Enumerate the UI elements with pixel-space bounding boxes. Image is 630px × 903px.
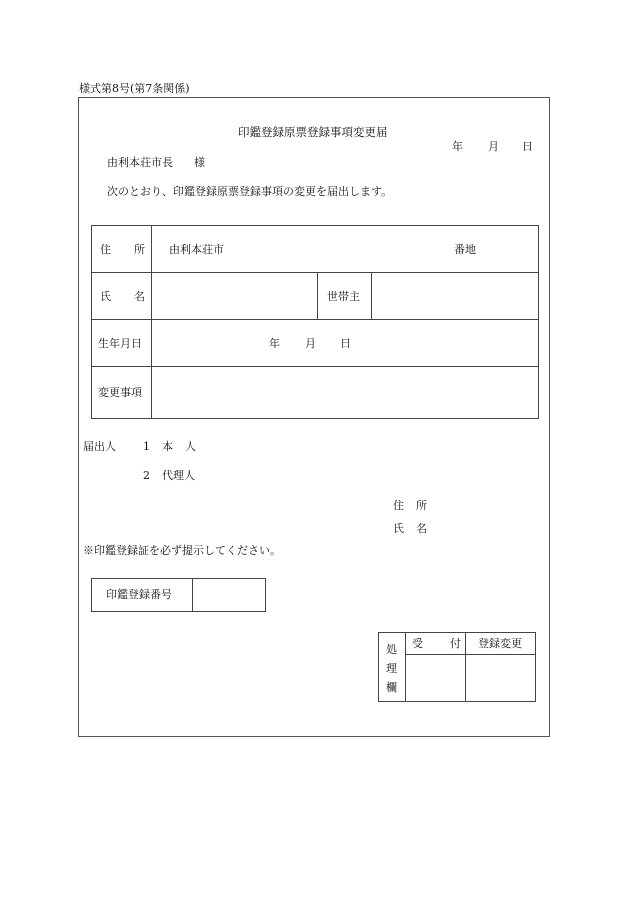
form-id: 様式第8号(第7条関係) xyxy=(79,82,190,95)
changes-label-text: 変更事項 xyxy=(98,386,142,399)
name-row xyxy=(92,273,539,320)
name-label xyxy=(92,273,152,320)
processing-label-3: 欄 xyxy=(386,680,397,694)
receipt-header xyxy=(406,633,466,655)
household-head-label xyxy=(318,273,372,320)
addressee-name: 由利本荘市長 xyxy=(107,156,173,169)
changes-row xyxy=(92,367,539,419)
changes-field[interactable] xyxy=(152,367,539,419)
processing-table xyxy=(378,632,536,702)
date-month: 月 xyxy=(488,140,499,153)
notifier-label: 届出人 xyxy=(83,440,116,453)
changes-label xyxy=(92,367,152,419)
applicant-table xyxy=(91,225,539,419)
registration-change-field[interactable] xyxy=(466,655,536,702)
processing-label-1: 処 xyxy=(386,642,397,656)
name-label-2: 名 xyxy=(134,290,145,303)
address-label xyxy=(92,226,152,273)
notifier-address-label-1: 住 xyxy=(393,499,404,512)
household-head-text: 世帯主 xyxy=(327,290,360,303)
registration-number-text: 印鑑登録番号 xyxy=(106,588,172,601)
birth-field[interactable] xyxy=(152,320,539,367)
processing-column-label xyxy=(379,633,406,702)
registration-change-text: 登録変更 xyxy=(478,637,522,650)
name-field[interactable] xyxy=(152,273,318,320)
notifier-name-label-2: 名 xyxy=(416,522,427,535)
receipt-header-1: 受 xyxy=(412,637,423,650)
address-suffix: 番地 xyxy=(454,243,476,256)
notice-text: ※印鑑登録証を必ず提示してください。 xyxy=(83,544,281,557)
registration-number-table xyxy=(91,578,266,612)
form-title: 印鑑登録原票登録事項変更届 xyxy=(238,125,388,139)
registration-change-header xyxy=(466,633,536,655)
receipt-header-2: 付 xyxy=(450,637,461,650)
receipt-field[interactable] xyxy=(406,655,466,702)
birth-year: 年 xyxy=(269,337,280,350)
notifier-option-2-num: 2 xyxy=(143,469,150,482)
birth-label-text: 生年月日 xyxy=(98,337,142,350)
notifier-option-1-a: 本 xyxy=(162,440,173,453)
date-year: 年 xyxy=(452,140,463,153)
notifier-option-1-b: 人 xyxy=(185,440,196,453)
name-label-1: 氏 xyxy=(100,290,111,303)
birth-row xyxy=(92,320,539,367)
date-day: 日 xyxy=(522,140,533,153)
household-head-field[interactable] xyxy=(372,273,539,320)
address-label-2: 所 xyxy=(134,243,145,256)
address-row xyxy=(92,226,539,273)
registration-number-label xyxy=(92,579,193,612)
notifier-name-label-1: 氏 xyxy=(393,522,404,535)
processing-label-2: 理 xyxy=(386,661,397,675)
registration-number-field[interactable] xyxy=(193,579,266,612)
intro-text: 次のとおり、印鑑登録原票登録事項の変更を届出します。 xyxy=(107,185,393,198)
addressee-honorific: 様 xyxy=(194,156,205,169)
address-label-1: 住 xyxy=(100,243,111,256)
address-field[interactable] xyxy=(152,226,539,273)
notifier-option-2: 代理人 xyxy=(162,469,195,482)
notifier-option-1-num: 1 xyxy=(143,440,150,453)
birth-day: 日 xyxy=(340,337,351,350)
birth-month: 月 xyxy=(305,337,316,350)
notifier-address-label-2: 所 xyxy=(416,499,427,512)
birth-label xyxy=(92,320,152,367)
address-city: 由利本荘市 xyxy=(169,243,224,256)
